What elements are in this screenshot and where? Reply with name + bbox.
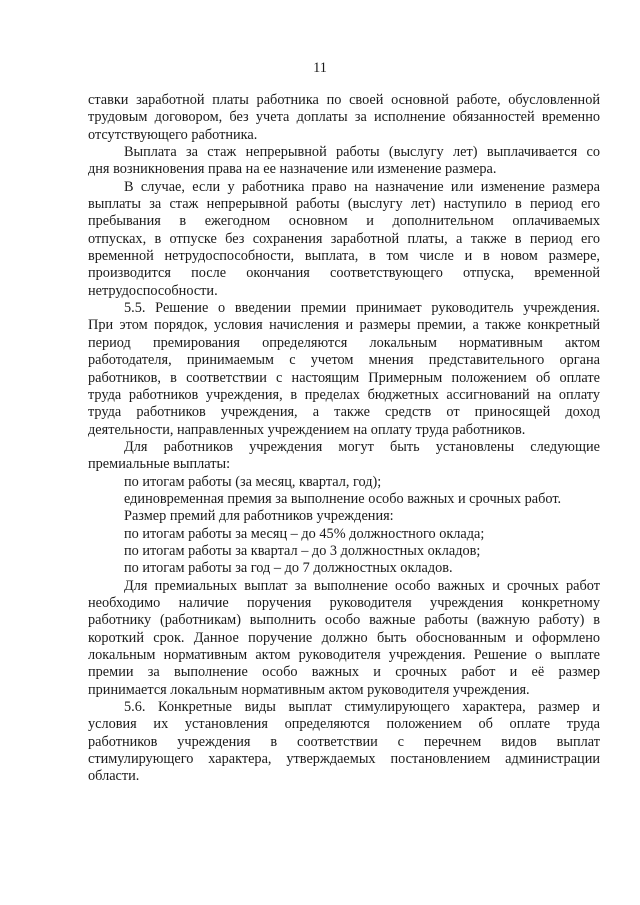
text-line: Для премиальных выплат за выполнение особо важных и срочных работ [124,577,600,594]
list-item [88,491,600,508]
text-line: отпусках, в отпуске без сохранения заработной платы, а также в период его [88,230,600,247]
text-line: 5.6. Конкретные виды выплат стимулирующего характера, размер и [124,699,600,716]
text-line: работников, в соответствии с настоящим Примерным положением об оплате [88,369,600,386]
text-line: премии за выполнение особо важных и срочных работ и её размер [88,664,600,681]
text-line: по итогам работы за год – до 7 должностных окладов. [124,560,453,577]
text-line: производится после окончания соответствующего отпуска, временной [88,265,600,282]
text-line: В случае, если у работника право на назначение или изменение размера [124,178,600,195]
text-line: трудовым договором, без учета доплаты за исполнение обязанностей временно [88,109,600,126]
page-number: 11 [313,60,327,76]
text-line: короткий срок. Данное поручение должно быть обоснованным и оформлено [88,629,600,646]
text-line: При этом порядок, условия начисления и размеры премии, а также конкретный [88,317,600,334]
text-line: выплаты за стаж непрерывной работы (выслугу лет) наступило в период его [88,196,600,213]
text-line: стимулирующего характера, утверждаемых постановлением администрации [88,751,600,768]
text-line: необходимо наличие поручения руководителя учреждения конкретному [88,594,600,611]
paragraph-continuation [88,92,600,144]
text-line: ставки заработной платы работника по своей основной работе, обусловленной [88,92,600,108]
text-line: деятельности, направленных учреждением на оплату труда работников. [88,421,526,438]
document-body [88,92,600,786]
text-line: единовременная премия за выполнение особо важных и срочных работ. [124,490,562,507]
list-heading [88,508,600,525]
text-line: Для работников учреждения могут быть установлены следующие [124,438,600,455]
list-item [88,560,600,577]
text-line: пребывания в ежегодном основном и дополнительном оплачиваемых [88,213,600,230]
list-item [88,543,600,560]
text-line: труда работников учреждения, в пределах бюджетных ассигнований на оплату [88,386,600,403]
text-line: по итогам работы за квартал – до 3 должностных окладов; [124,542,481,559]
text-line: работнику (работникам) выполнить особо важные работы (важную работу) в [88,612,600,629]
text-line: области. [88,768,140,785]
paragraph [88,578,600,699]
text-line: работников учреждения в соответствии с перечнем видов выплат [88,733,600,750]
text-line: принимается локальным нормативным актом руководителя учреждения. [88,681,530,698]
text-line: условия их установления определяются положением об оплате труда [88,716,600,733]
list-item [88,526,600,543]
text-line: премиальные выплаты: [88,456,231,473]
list-item [88,474,600,491]
text-line: временной нетрудоспособности, выплата, в том числе и в новом размере, [88,248,600,265]
text-line: дня возникновения права на ее назначение или изменение размера. [88,161,497,178]
text-line: нетрудоспособности. [88,282,218,299]
text-line: отсутствующего работника. [88,126,258,143]
paragraph [88,144,600,179]
text-line: 5.5. Решение о введении премии принимает руководитель учреждения. [124,300,600,317]
paragraph-5-5 [88,300,600,439]
paragraph [88,179,600,300]
text-line: труда работников учреждения, а также средств от приносящей доход [88,404,600,421]
paragraph-5-6 [88,699,600,786]
text-line: период премирования определяются локальным нормативным актом [88,334,600,351]
text-line: по итогам работы за месяц – до 45% должностного оклада; [124,525,485,542]
text-line: Выплата за стаж непрерывной работы (выслугу лет) выплачивается со [124,144,600,161]
text-line: по итогам работы (за месяц, квартал, год); [124,473,382,490]
text-line: Размер премий для работников учреждения: [124,508,394,525]
paragraph [88,439,600,474]
text-line: локальным нормативным актом руководителя учреждения. Решение о выплате [88,647,600,663]
text-line: работодателя, принимаемым с учетом мнения представительного органа [88,352,600,369]
